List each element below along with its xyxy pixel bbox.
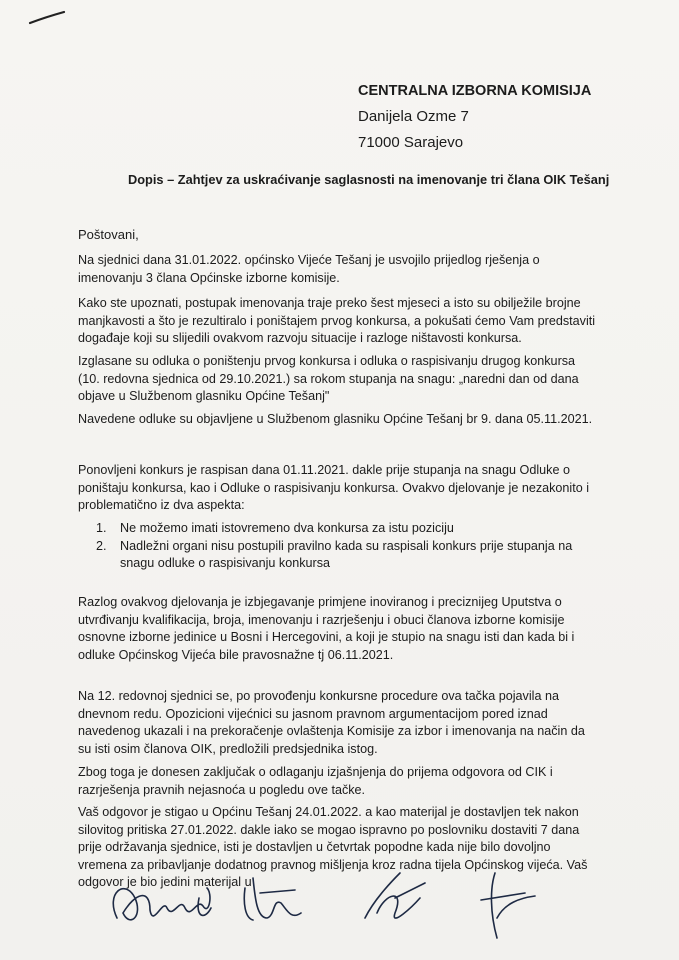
list-item: [78, 520, 598, 538]
handwritten-signatures: [95, 858, 615, 953]
paragraph: Na 12. redovnoj sjednici se, po provođenju konkursne procedure ova tačka pojavila na dnevnom redu. Opozicioni vijećnici su jasnom pravnom argumentacijom pored iznad navedenog ukazali i na prekoračenje ovlaštenja Komisije za izbor i imenovanja na način da su isti osim članova OIK, predložili predsjednika istog.: [78, 689, 585, 756]
recipient-street: Danijela Ozme 7: [358, 108, 469, 125]
numbered-list: [78, 520, 598, 573]
paragraph: Na sjednici dana 31.01.2022. općinsko Vijeće Tešanj je usvojilo prijedlog rješenja o imenovanju 3 člana Općinske izborne komisije.: [78, 253, 540, 285]
list-item-number: 2.: [96, 538, 107, 553]
paragraph: Izglasane su odluka o poništenju prvog konkursa i odluka o raspisivanju drugog konkursa (10. redovna sjednica od 29.10.2021.) sa rokom stupanja na snagu: „naredni dan od dana objave u Službenom glasniku Općine Tešanj": [78, 354, 579, 403]
paragraph: Navedene odluke su objavljene u Službenom glasniku Općine Tešanj br 9. dana 05.11.2021.: [78, 412, 593, 426]
pen-stroke-mark: [28, 8, 68, 28]
letter-greeting: Poštovani,: [78, 227, 139, 242]
list-item: [78, 538, 598, 573]
paragraph: Kako ste upoznati, postupak imenovanja traje preko šest mjeseci a isto su obilježile brojne manjkavosti a što je rezultiralo i poništajem prvog konkursa, a pokušati ćemo Vam predstaviti događaje koji su slijedili ovakvom razvoju situacije i razloge ništavosti konkursa.: [78, 296, 596, 345]
letter-subject: Dopis – Zahtjev za uskraćivanje saglasnosti na imenovanje tri člana OIK Tešanj: [128, 172, 610, 187]
paragraph: Zbog toga je donesen zaključak o odlaganju izjašnjenja do prijema odgovora od CIK i razrješenja pravnih nejasnoća u pogledu ove tačke.: [78, 765, 553, 797]
recipient-organization: CENTRALNA IZBORNA KOMISIJA: [358, 83, 592, 99]
paragraph: Vaš odgovor je stigao u Općinu Tešanj 24.01.2022. a kao materijal je dostavljen tek nakon silovitog pritiska 27.01.2022. dakle iako se mogao ispravno po poslovniku dostaviti 7 dana prije održavanja sjednice, isti je dostavljen u četvrtak popodne kada nije bilo dovoljno vremena za pribavljanje dodatnog pravnog mišljenja kroz radna tijela Općinskog vijeća. Vaš odgovor je bio jedini materijal u: [78, 805, 588, 889]
recipient-city: 71000 Sarajevo: [358, 134, 464, 151]
recipient-address: [358, 78, 591, 156]
paragraph: Razlog ovakvog djelovanja je izbjegavanje primjene inoviranog i preciznijeg Uputstva o utvrđivanju kvalifikacija, broja, imenovanju i razrješenju i obuci članova izborne komisije osnovne izborne jedinice u Bosni i Hercegovini, a koji je stupio na snagu isti dan kada bi i odluke Općinskog Vijeća bile pravosnažne tj 06.11.2021.: [78, 595, 575, 662]
list-item-number: 1.: [96, 521, 107, 535]
paragraph: Ponovljeni konkurs je raspisan dana 01.11.2021. dakle prije stupanja na snagu Odluke o poništaju konkursa, kao i Odluke o raspisivanju konkursa. Ovakvo djelovanje je nezakonito i problematično iz dva aspekta:: [78, 463, 590, 512]
list-item-text: Nadležni organi nisu postupili pravilno kada su raspisali konkurs prije stupanja na snagu odluke o raspisivanju konkursa: [120, 538, 573, 570]
list-item-text: Ne možemo imati istovremeno dva konkursa za istu poziciju: [120, 521, 454, 535]
